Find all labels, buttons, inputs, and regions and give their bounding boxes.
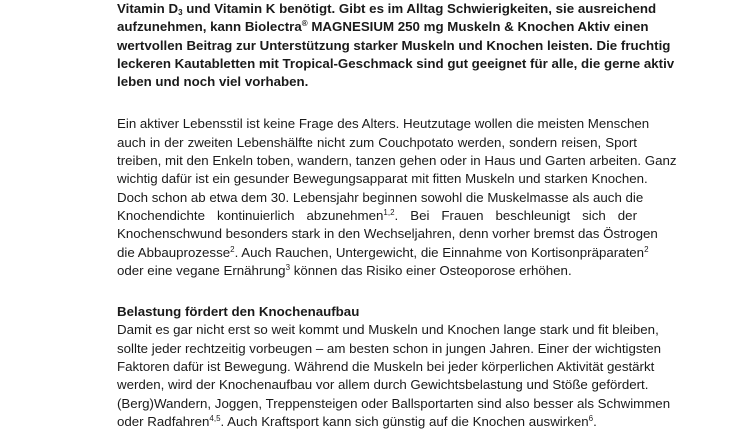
footnote-ref: 2 [644, 244, 649, 254]
text-line: sollte jeder rechtzeitig vorbeugen – am besten schon in jungen Jahren. Einer der wichtigsten [117, 340, 662, 356]
text-line: werden, wird der Knochenaufbau vor allem durch Gewichtsbelastung und Stöße gefördert. [117, 377, 649, 393]
intro-paragraph [117, 0, 675, 91]
text-line: auch in der zweiten Lebenshälfte nicht zum Couchpotato werden, sondern reisen, Sport [117, 134, 637, 150]
text-line: aufzunehmen, kann Biolectra® MAGNESIUM 250 mg Muskeln & Knochen Aktiv einen [117, 19, 649, 35]
text-line: Ein aktiver Lebensstil ist keine Frage des Alters. Heutzutage wollen die meisten Menschen [117, 116, 650, 132]
text-line: Knochendichte kontinuierlich abzunehmen$^{1,2}$. Bei Frauen beschleunigt sich der [117, 207, 637, 223]
text-line: Damit es gar nicht erst so weit kommt und Muskeln und Knochen lange stark und fit bleiben, [117, 322, 659, 338]
footnote-ref: 6 [588, 413, 594, 423]
footnote-ref: 2 [230, 244, 235, 254]
text-line: Faktoren dafür ist Bewegung. Während die Muskeln bei jeder körperlichen Aktivität gestärkt [117, 359, 655, 375]
text-line: (Berg)Wandern, Joggen, Treppensteigen oder Ballsportarten sind also besser als Schwimmen [117, 395, 671, 411]
text-line: oder Radfahren$^{4,5}$. Auch Kraftsport kann sich günstig auf die Knochen auswirken$^6$. [117, 413, 597, 429]
footnote-ref: 4,5 [209, 413, 221, 423]
text-line: leben und noch viel vorhaben. [117, 74, 309, 90]
text-line: die Abbauprozesse$^2$. Auch Rauchen, Untergewicht, die Einnahme von Kortisonpräparaten$^2$ [117, 244, 649, 260]
text-line: oder eine vegane Ernährung$^3$ können das Risiko einer Osteoporose erhöhen. [117, 262, 572, 278]
text-line: treiben, mit den Enkeln toben, wandern, tanzen gehen oder in Haus und Garten arbeiten. Ganz [117, 153, 677, 169]
document-page [117, 0, 677, 431]
footnote-ref: 3 [285, 262, 291, 272]
text-line: leckeren Kautabletten mit Tropical-Geschmack sind gut geeignet für alle, die gerne aktiv [117, 55, 675, 71]
body-paragraph-aging [117, 115, 677, 280]
text-line: wertvollen Beitrag zur Unterstützung starker Muskeln und Knochen leisten. Die fruchtig [117, 37, 671, 53]
footnote-ref: 1,2 [383, 207, 395, 217]
text-line: Doch schon ab etwa dem 30. Lebensjahr beginnen sowohl die Muskelmasse als auch die [117, 189, 644, 205]
text-line: Vitamin $D_3$ und Vitamin K benötigt. Gibt es im Alltag Schwierigkeiten, sie ausreichend [117, 1, 657, 17]
body-paragraph-exercise [117, 321, 671, 431]
text-line: wichtig dafür ist ein gesunder Bewegungsapparat mit fitten Muskeln und starken Knochen. [117, 171, 648, 187]
text-line: Knochenschwund besonders stark in den Wechseljahren, denn vorher bremst das Östrogen [117, 226, 658, 242]
section-heading: Belastung fördert den Knochenaufbau [117, 304, 360, 320]
